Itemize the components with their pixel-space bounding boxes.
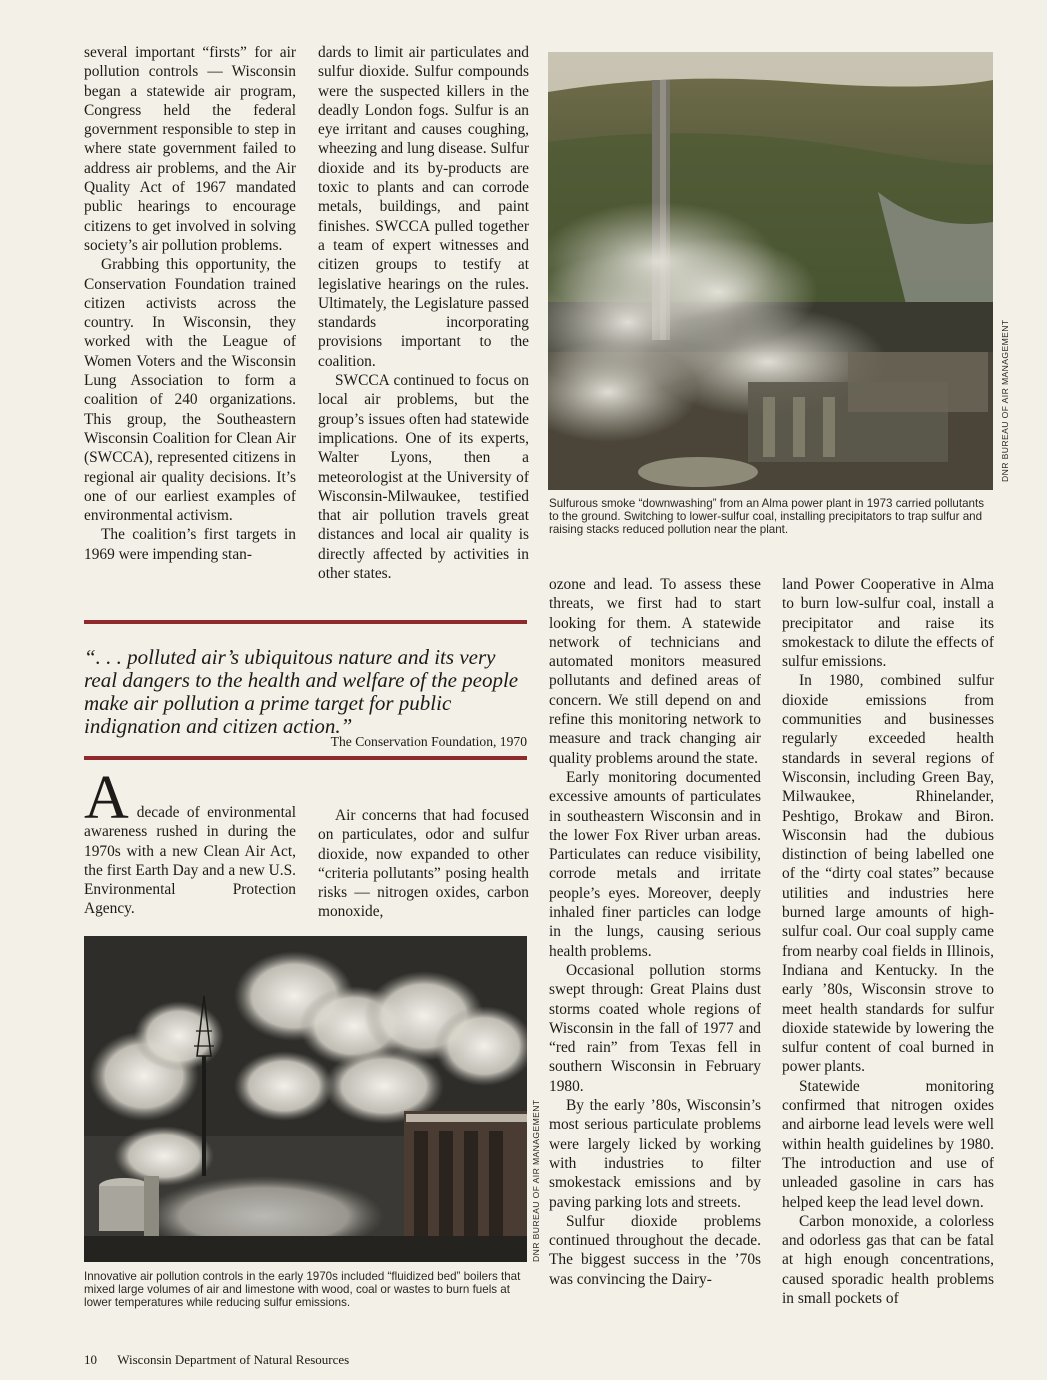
quote-top-rule — [84, 620, 527, 624]
section-start-middle — [318, 806, 529, 922]
photo-credit: DNR BUREAU OF AIR MANAGEMENT — [531, 1099, 541, 1262]
photo-caption: Sulfurous smoke “downwashing” from an Alma power plant in 1973 carried pollutants to the ground. Switching to lower-sulfur coal, installing precipitators to trap sulfur and raising stacks reduced pollution near the plant. — [549, 497, 984, 537]
body-paragraph: Air concerns that had focused on particulates, odor and sulfur dioxide, now expanded to other “criteria pollutants” posing health risks — nitrogen oxides, carbon monoxide, — [318, 807, 529, 921]
body-paragraph: dards to limit air particulates and sulfur dioxide. Sulfur compounds were the suspected killers in the deadly London fogs. Sulfur is an eye irritant and causes coughing, wheezing and lung disease. Sulfur dioxide and its by-products are toxic to plants and can corrode metals, buildings, and paint finishes. SWCCA pulled together a team of expert witnesses and citizen groups to testify at legislative hearings on the rules. Ultimately, the Legislature passed standards incorporating provisions important to the coalition. — [318, 44, 529, 370]
body-paragraph: Grabbing this opportunity, the Conservation Foundation trained citizen activists across the country. In Wisconsin, they worked with the League of Women Voters and the Wisconsin Lung Association to form a coalition of 240 organizations. This group, the Southeastern Wisconsin Coalition for Clean Air (SWCCA), represented citizens in regional air quality decisions. It’s one of our earliest examples of environmental activism. — [84, 256, 296, 525]
power-plant-photo — [548, 52, 993, 490]
page-footer — [84, 1352, 349, 1368]
body-paragraph: land Power Cooperative in Alma to burn low-sulfur coal, install a precipitator and raise its smokestack to dilute the effects of sulfur emissions. — [782, 576, 994, 671]
left-column — [84, 43, 296, 564]
body-paragraph: SWCCA continued to focus on local air problems, but the group’s issues often had statewide implications. One of its experts, Walter Lyons, then a meteorologist at the University of Wisconsin-Milwaukee, testified that air pollution travels great distances and local air quality is directly affected by activities in other states. — [318, 372, 529, 583]
body-paragraph: Sulfur dioxide problems continued throughout the decade. The biggest success in the ’70s was convincing the Dairy- — [549, 1212, 761, 1288]
section-start-left — [84, 764, 296, 919]
smokestack-photo — [84, 936, 527, 1262]
quote-bottom-rule — [84, 756, 527, 760]
body-paragraph: In 1980, combined sulfur dioxide emissions from communities and businesses regularly exceeded health standards in several regions of Wisconsin, including Green Bay, Milwaukee, Rhinelander, Peshtigo, Brokaw and Biron. Wisconsin had the dubious distinction of being labelled one of the “dirty coal states” because utilities and industries here burned large amounts of high-sulfur coal. Our coal supply came from nearby coal fields in Illinois, Indiana and Kentucky. In the early ’80s, Wisconsin strove to meet health standards for sulfur dioxide statewide by lowering the sulfur content of coal burned in power plants. — [782, 672, 994, 1076]
intro-paragraph — [84, 764, 296, 919]
smokestack-photo-image — [84, 936, 527, 1262]
body-paragraph: several important “firsts” for air pollution controls — Wisconsin began a statewide air program, Congress held the federal government responsible to step in where state government failed to address air problems, and the Air Quality Act of 1967 mandated public hearings to encourage citizens to get involved in solving society’s air pollution problems. — [84, 44, 296, 254]
photo-caption: Innovative air pollution controls in the early 1970s included “fluidized bed” boilers that mixed large volumes of air and limestone with wood, coal or wastes to burn fuels at lower temperatures while reducing sulfur emissions. — [84, 1270, 521, 1310]
pull-quote: “. . . polluted air’s ubiquitous nature and its very real dangers to the health and welfare of the people make air pollution a prime target for public indignation and citizen action.” — [84, 645, 519, 738]
body-paragraph: ozone and lead. To assess these threats, we first had to start looking for them. A statewide network of technicians and automated monitors measured pollutants and defined areas of concern. We still depend on and refine this monitoring network to measure and track changing air quality problems around the state. — [549, 576, 761, 767]
drop-cap: A — [84, 764, 129, 832]
body-paragraph: By the early ’80s, Wisconsin’s most serious particulate problems were largely licked by working with industries to filter smokestack emissions and by paving parking lots and streets. — [549, 1097, 761, 1211]
photo-credit: DNR BUREAU OF AIR MANAGEMENT — [1000, 319, 1010, 482]
body-paragraph: Occasional pollution storms swept through: Great Plains dust storms coated whole regions of Wisconsin in the fall of 1977 and “red rain” from Texas fell in southern Wisconsin in February 1980. — [549, 961, 761, 1095]
right-column-a — [549, 575, 761, 1289]
body-paragraph: The coalition’s first targets in 1969 were impending stan- — [84, 526, 296, 563]
body-paragraph: Statewide monitoring confirmed that nitrogen oxides and airborne lead levels were well within health guidelines by 1980. The introduction and use of unleaded gasoline in cars has helped keep the lead level down. — [782, 1077, 994, 1211]
page-number: 10 — [84, 1352, 97, 1367]
body-paragraph: Carbon monoxide, a colorless and odorless gas that can be fatal at high enough concentrations, caused sporadic health problems in small pockets of — [782, 1212, 994, 1307]
quote-attribution: The Conservation Foundation, 1970 — [330, 734, 527, 749]
publication-name: Wisconsin Department of Natural Resources — [117, 1352, 350, 1367]
right-column-b — [782, 575, 994, 1308]
intro-text: decade of environmental awareness rushed in during the 1970s with a new Clean Air Act, the first Earth Day and a new U.S. Environmental Protection Agency. — [84, 804, 296, 918]
power-plant-photo-image — [548, 52, 993, 490]
body-paragraph: Early monitoring documented excessive amounts of particulates in southeastern Wisconsin and in the lower Fox River urban areas. Particulates can reduce visibility, corrode metals and irritate people’s eyes. Moreover, deeply inhaled finer particles can lodge in the lungs, causing serious health problems. — [549, 768, 761, 960]
middle-column — [318, 43, 529, 583]
